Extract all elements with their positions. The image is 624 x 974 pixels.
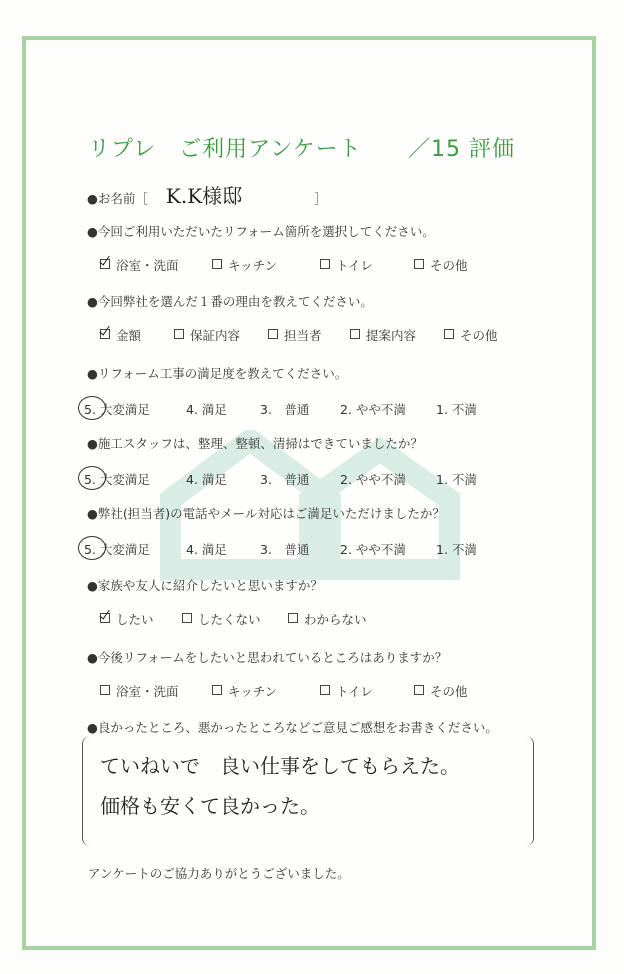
checkbox-icon[interactable] bbox=[182, 613, 192, 623]
rating-2[interactable]: 2. やや不満 bbox=[340, 402, 406, 417]
name-value: K.K様邸 bbox=[165, 184, 243, 208]
checkbox-icon[interactable] bbox=[444, 329, 454, 339]
checkbox-checked-icon[interactable] bbox=[100, 613, 110, 623]
checkbox-icon[interactable] bbox=[320, 259, 330, 269]
survey-title bbox=[88, 132, 515, 163]
checkbox-icon[interactable] bbox=[268, 329, 278, 339]
name-close-bracket: ］ bbox=[314, 191, 327, 206]
rating-3[interactable]: 3. 普通 bbox=[260, 472, 310, 487]
checkbox-icon[interactable] bbox=[288, 613, 298, 623]
question-1: ●今回ご利用いただいたリフォーム箇所を選択してください。 bbox=[87, 224, 435, 239]
q7-option-toilet[interactable]: トイレ bbox=[320, 682, 373, 700]
comment-line-2: 価格も安くて良かった。 bbox=[100, 794, 320, 818]
q1-option-other[interactable]: その他 bbox=[414, 256, 468, 274]
score-label: ／15 評価 bbox=[408, 137, 515, 162]
checkbox-icon[interactable] bbox=[174, 329, 184, 339]
rating-4[interactable]: 4. 満足 bbox=[186, 472, 227, 487]
checkbox-icon[interactable] bbox=[100, 685, 110, 695]
checkbox-checked-icon[interactable] bbox=[100, 329, 110, 339]
name-field bbox=[87, 180, 327, 209]
checkbox-icon[interactable] bbox=[414, 259, 424, 269]
q7-option-other[interactable]: その他 bbox=[414, 682, 468, 700]
rating-2[interactable]: 2. やや不満 bbox=[340, 542, 406, 557]
q7-option-bath[interactable]: 浴室・洗面 bbox=[100, 682, 179, 700]
checkbox-icon[interactable] bbox=[350, 329, 360, 339]
question-4: ●施工スタッフは、整理、整頓、清掃はできていましたか？ bbox=[87, 436, 423, 451]
rating-4[interactable]: 4. 満足 bbox=[186, 402, 227, 417]
question-3: ●リフォーム工事の満足度を教えてください。 bbox=[87, 366, 348, 381]
rating-3[interactable]: 3. 普通 bbox=[260, 542, 310, 557]
checkbox-icon[interactable] bbox=[414, 685, 424, 695]
name-label: ●お名前［ bbox=[87, 191, 148, 206]
rating-1[interactable]: 1. 不満 bbox=[436, 542, 477, 557]
survey-title-text: リプレ ご利用アンケート bbox=[88, 137, 362, 162]
q2-option-staff[interactable]: 担当者 bbox=[268, 326, 322, 344]
question-2: ●今回弊社を選んだ１番の理由を教えてください。 bbox=[87, 294, 373, 309]
rating-5[interactable]: 5. 大変満足 bbox=[84, 402, 150, 417]
q2-option-other[interactable]: その他 bbox=[444, 326, 498, 344]
rating-5[interactable]: 5. 大変満足 bbox=[84, 542, 150, 557]
rating-1[interactable]: 1. 不満 bbox=[436, 402, 477, 417]
q6-option-yes[interactable]: したい bbox=[100, 610, 154, 628]
q6-option-unsure[interactable]: わからない bbox=[288, 610, 367, 628]
q1-option-bath[interactable]: 浴室・洗面 bbox=[100, 256, 179, 274]
thank-you-footer: アンケートのご協力ありがとうございました。 bbox=[88, 866, 350, 881]
q2-option-proposal[interactable]: 提案内容 bbox=[350, 326, 416, 344]
question-7: ●今後リフォームをしたいと思われているところはありますか？ bbox=[87, 650, 448, 665]
q7-option-kitchen[interactable]: キッチン bbox=[212, 682, 277, 700]
q2-option-price[interactable]: 金額 bbox=[100, 326, 141, 344]
q2-option-warranty[interactable]: 保証内容 bbox=[174, 326, 240, 344]
q6-option-no[interactable]: したくない bbox=[182, 610, 261, 628]
rating-2[interactable]: 2. やや不満 bbox=[340, 472, 406, 487]
rating-1[interactable]: 1. 不満 bbox=[436, 472, 477, 487]
rating-4[interactable]: 4. 満足 bbox=[186, 542, 227, 557]
checkbox-checked-icon[interactable] bbox=[100, 259, 110, 269]
checkbox-icon[interactable] bbox=[320, 685, 330, 695]
rating-5[interactable]: 5. 大変満足 bbox=[84, 472, 150, 487]
q1-option-kitchen[interactable]: キッチン bbox=[212, 256, 277, 274]
question-8: ●良かったところ、悪かったところなどご意見ご感想をお書きください。 bbox=[87, 720, 498, 735]
comment-line-1: ていねいで 良い仕事をしてもらえた。 bbox=[100, 754, 460, 778]
question-5: ●弊社(担当者)の電話やメール対応はご満足いただけましたか？ bbox=[87, 506, 445, 521]
rating-3[interactable]: 3. 普通 bbox=[260, 402, 310, 417]
question-6: ●家族や友人に紹介したいと思いますか？ bbox=[87, 578, 323, 593]
checkbox-icon[interactable] bbox=[212, 259, 222, 269]
q1-option-toilet[interactable]: トイレ bbox=[320, 256, 373, 274]
checkbox-icon[interactable] bbox=[212, 685, 222, 695]
